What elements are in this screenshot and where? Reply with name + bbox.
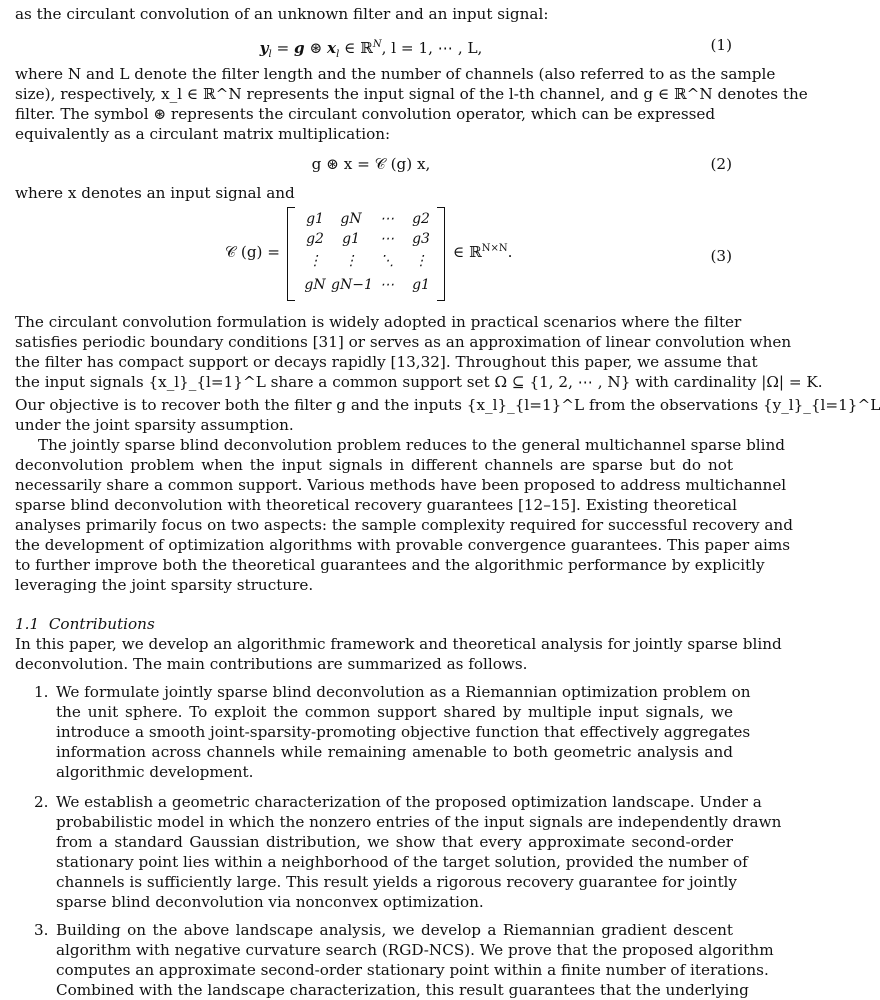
equation-number: (3) — [710, 247, 732, 265]
matrix-cell: ⋯ — [380, 231, 394, 247]
matrix-cell: gN−1 — [331, 277, 373, 293]
matrix-cell: ⋮ — [308, 253, 322, 269]
text-line: size), respectively, x_l ∈ ℝ^N represents the input signal of the l-th channel, and g ∈ ℝ^N denotes the — [15, 85, 808, 103]
list-item-line: We formulate jointly sparse blind deconvolution as a Riemannian optimization problem on — [56, 683, 751, 701]
text-line: necessarily share a common support. Various methods have been proposed to address multichannel — [15, 476, 787, 494]
list-item-line: We establish a geometric characterization of the proposed optimization landscape. Under a — [56, 793, 762, 811]
list-item-line: Building on the above landscape analysis, we develop a Riemannian gradient descent — [56, 921, 733, 939]
list-item-line: introduce a smooth joint-sparsity-promoting objective function that effectively aggregates — [56, 723, 751, 741]
list-number: 1. — [34, 683, 49, 701]
matrix-cell: g1 — [342, 231, 360, 247]
text-line: the development of optimization algorithms with provable convergence guarantees. This paper aims — [15, 536, 791, 554]
list-number: 3. — [34, 921, 49, 939]
matrix-cell: g1 — [306, 211, 324, 227]
list-item-line: probabilistic model in which the nonzero entries of the input signals are independently drawn — [56, 813, 782, 831]
text-line: filter. The symbol ⊛ represents the circulant convolution operator, which can be expressed — [15, 105, 716, 123]
list-item-line: the unit sphere. To exploit the common support shared by multiple input signals, we — [56, 703, 733, 721]
matrix-cell: gN — [340, 211, 362, 227]
text-line: analyses primarily focus on two aspects: the sample complexity required for successful recovery and — [15, 516, 793, 534]
list-item-line: sparse blind deconvolution via nonconvex optimization. — [56, 893, 484, 911]
text-line: under the joint sparsity assumption. — [15, 416, 294, 434]
text-line: satisfies periodic boundary conditions [31] or serves as an approximation of linear convolution when — [15, 333, 792, 351]
section-heading: 1.1 Contributions — [15, 615, 155, 633]
equation-1: $y_l = g$ ⊛ $x_l$ ∈ ℝ$^N$, l = 1, ⋯ , L, — [259, 39, 483, 61]
matrix-cell: g2 — [412, 211, 430, 227]
list-number: 2. — [34, 793, 49, 811]
list-item-line: Combined with the landscape characterization, this result guarantees that the underlying — [56, 981, 749, 999]
circulant-matrix — [287, 205, 445, 301]
matrix-cell: g3 — [412, 231, 430, 247]
matrix-cell: ⋮ — [344, 253, 358, 269]
text-line: leveraging the joint sparsity structure. — [15, 576, 314, 594]
matrix-cell: g1 — [412, 277, 430, 293]
left-bracket — [287, 207, 295, 301]
text-line: where N and L denote the filter length and the number of channels (also referred to as the sample — [15, 65, 776, 83]
matrix-cell: gN — [304, 277, 326, 293]
text-line: The jointly sparse blind deconvolution problem reduces to the general multichannel sparse blind — [38, 436, 786, 454]
text-line: equivalently as a circulant matrix multiplication: — [15, 125, 391, 143]
text-line: sparse blind deconvolution with theoretical recovery guarantees [12–15]. Existing theoretical — [15, 496, 737, 514]
list-item-line: from a standard Gaussian distribution, we show that every approximate second-order — [56, 833, 733, 851]
text-line: the input signals {x_l}_{l=1}^L share a common support set Ω ⊆ {1, 2, ⋯ , N} with cardinality |Ω| = K. — [15, 373, 823, 391]
text-line: In this paper, we develop an algorithmic framework and theoretical analysis for jointly sparse blind — [15, 635, 782, 653]
matrix-cell: ⋮ — [414, 253, 428, 269]
list-item-line: algorithm with negative curvature search (RGD-NCS). We prove that the proposed algorithm — [56, 941, 774, 959]
text-line: deconvolution problem when the input signals in different channels are sparse but do not — [15, 456, 733, 474]
text-line: the filter has compact support or decays rapidly [13,32]. Throughout this paper, we assume that — [15, 353, 758, 371]
matrix-lhs: 𝒞 (g) = — [225, 243, 281, 261]
matrix-rhs: ∈ ℝ$^{N\times N}$. — [453, 243, 513, 262]
text-line: as the circulant convolution of an unknown filter and an input signal: — [15, 5, 549, 23]
text-line: where x denotes an input signal and — [15, 184, 295, 202]
matrix-cell: ⋱ — [380, 253, 394, 269]
list-item-line: algorithmic development. — [56, 763, 254, 781]
text-line: Our objective is to recover both the filter g and the inputs {x_l}_{l=1}^L from the observations {y_l}_{l=1}^L — [15, 396, 880, 414]
matrix-cell: g2 — [306, 231, 324, 247]
equation-3 — [225, 205, 545, 301]
list-item-line: computes an approximate second-order stationary point within a finite number of iterations. — [56, 961, 769, 979]
list-item-line: information across channels while remaining amenable to both geometric analysis and — [56, 743, 733, 761]
equation-number: (1) — [710, 36, 732, 54]
text-line: to further improve both the theoretical guarantees and the algorithmic performance by explicitly — [15, 556, 765, 574]
equation-2: g ⊛ x = 𝒞 (g) x, — [311, 155, 431, 173]
matrix-cell: ⋯ — [380, 211, 394, 227]
text-line: deconvolution. The main contributions are summarized as follows. — [15, 655, 528, 673]
matrix-cell: ⋯ — [380, 277, 394, 293]
list-item-line: channels is sufficiently large. This result yields a rigorous recovery guarantee for jointly — [56, 873, 737, 891]
equation-number: (2) — [710, 155, 732, 173]
text-line: The circulant convolution formulation is widely adopted in practical scenarios where the filter — [15, 313, 742, 331]
list-item-line: stationary point lies within a neighborhood of the target solution, provided the number of — [56, 853, 748, 871]
